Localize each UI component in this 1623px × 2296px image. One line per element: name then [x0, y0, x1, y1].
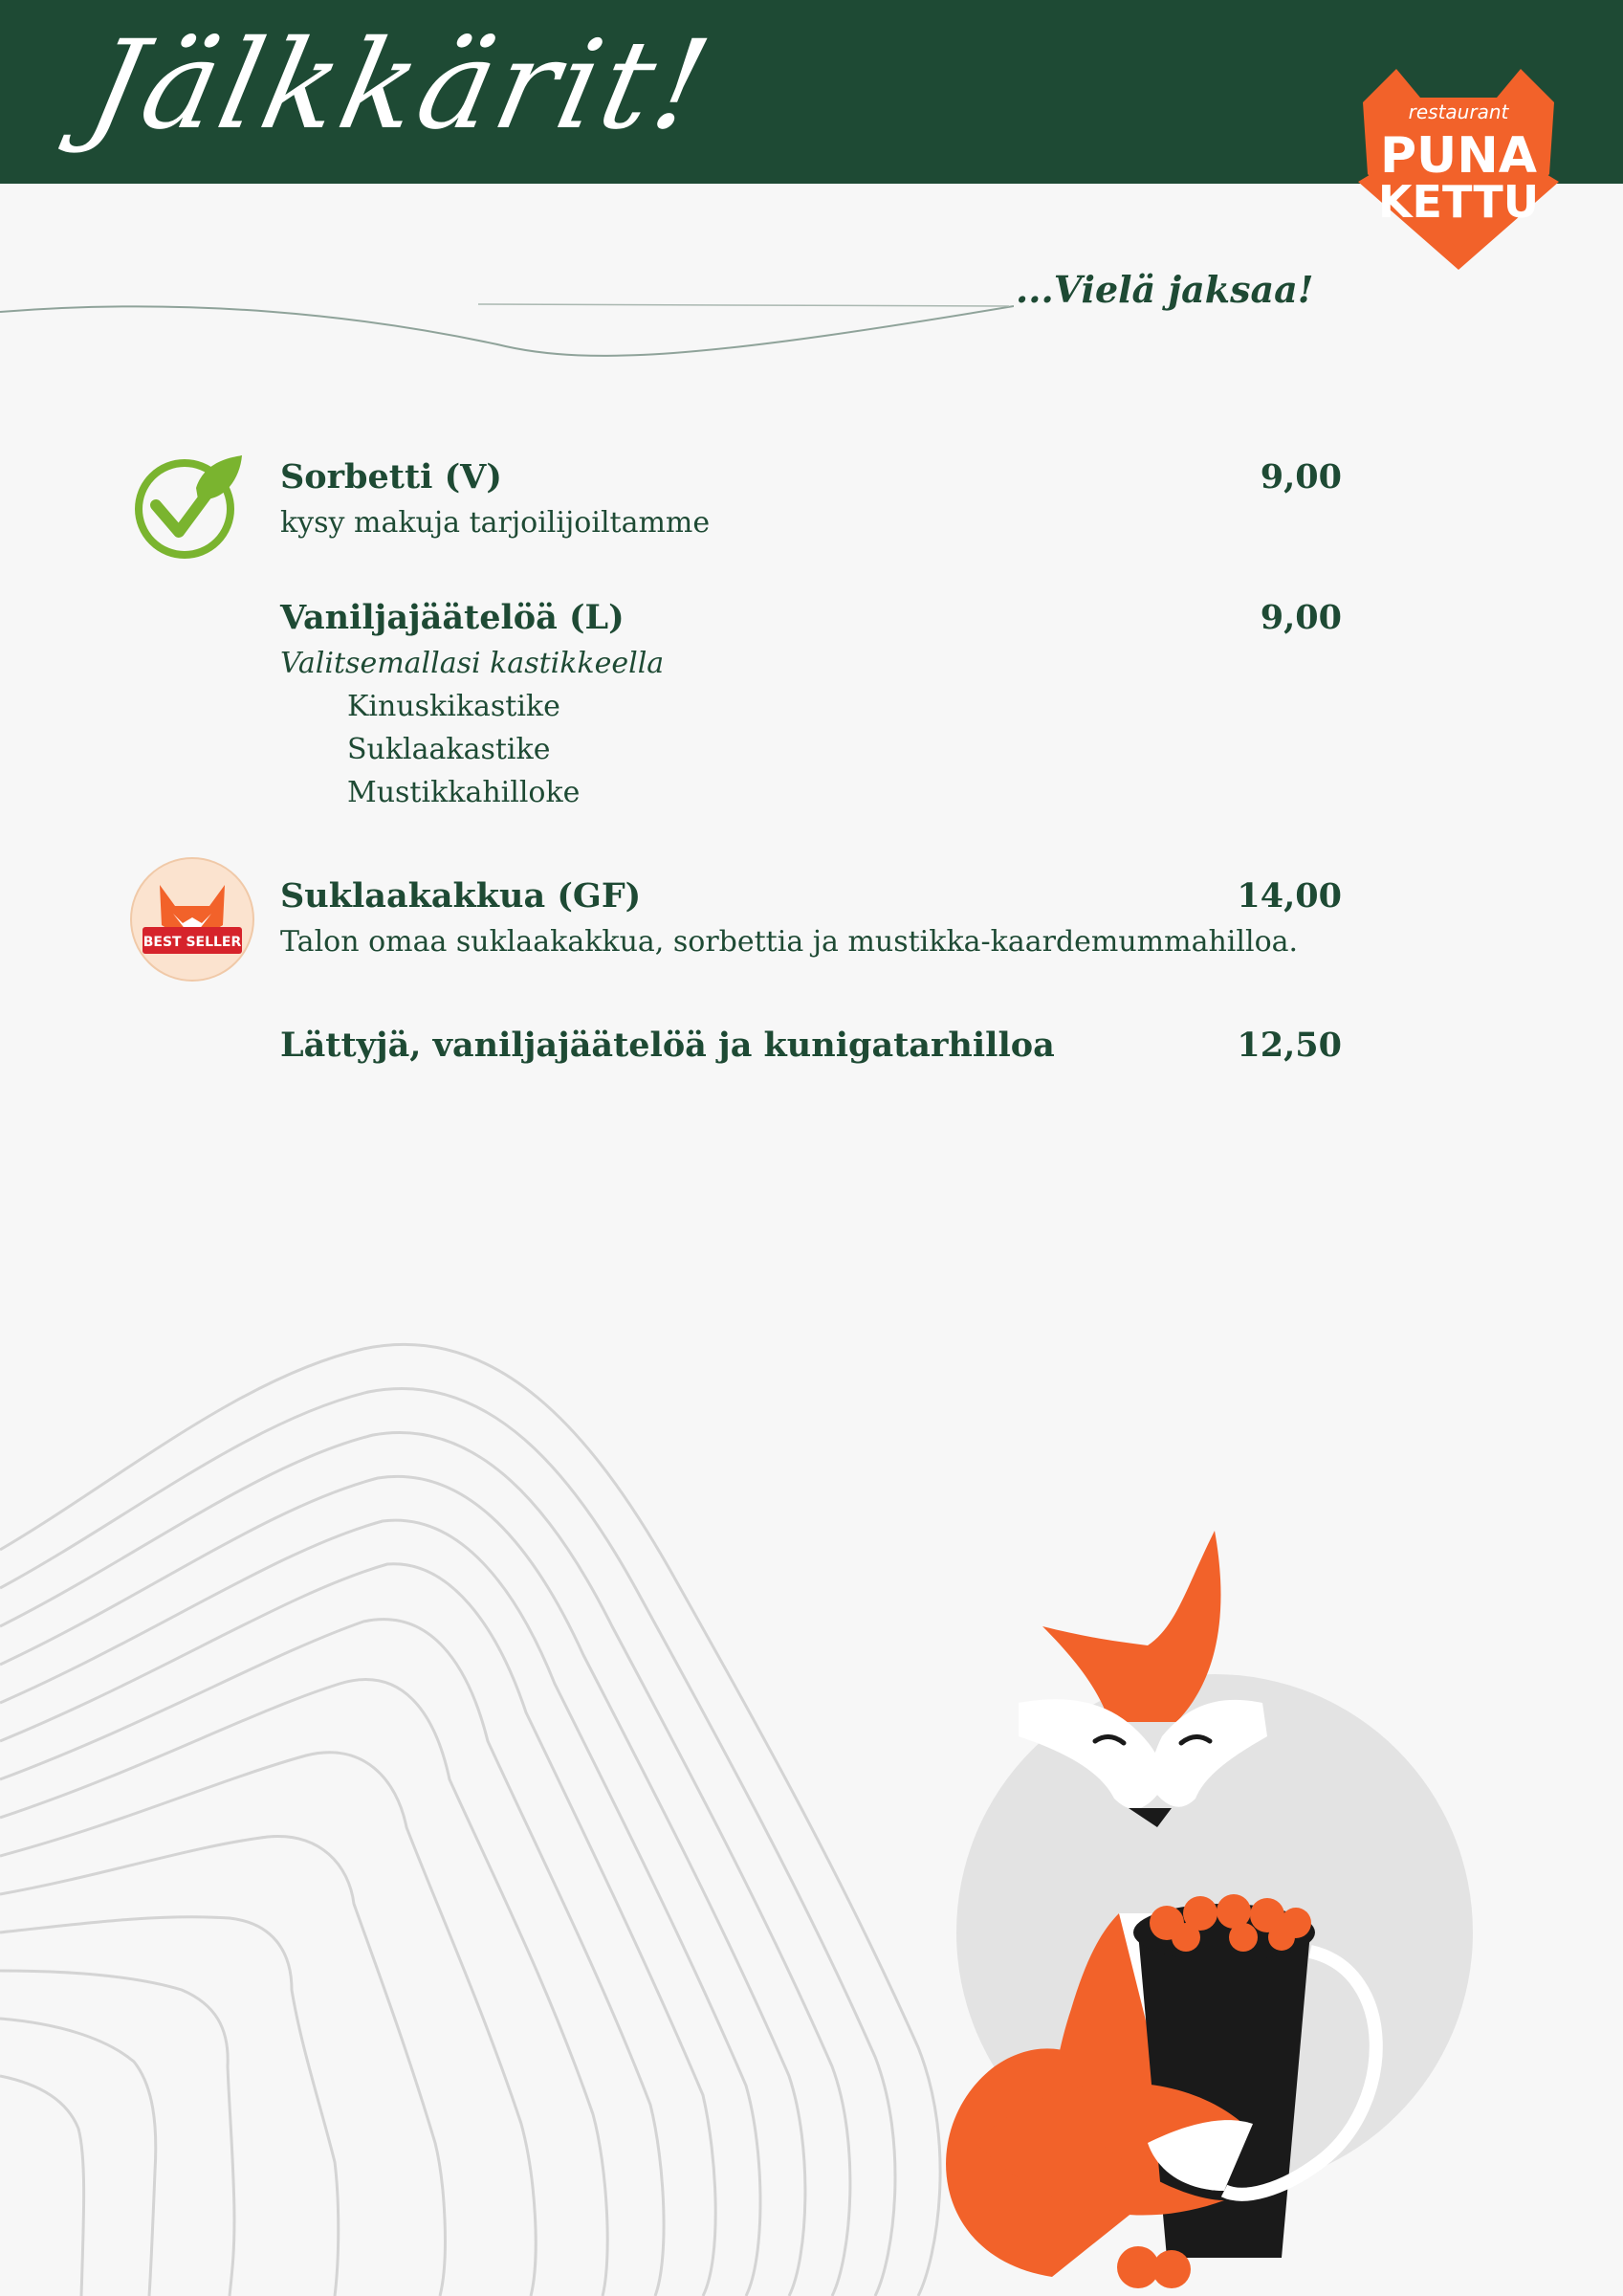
item-description: Talon omaa suklaakakkua, sorbettia ja mustikka-kaardemummahilloa. — [280, 925, 1299, 959]
best-seller-fox-icon — [129, 856, 255, 982]
item-name: Sorbetti (V) — [280, 457, 502, 497]
logo-text-kettu: KETTU — [1377, 176, 1540, 228]
item-description: Valitsemallasi kastikkeella — [280, 647, 665, 680]
item-name: Vaniljajäätelöä (L) — [280, 598, 625, 637]
restaurant-logo — [1344, 59, 1573, 270]
item-price: 9,00 — [1260, 457, 1342, 497]
menu-item-vaniljajaatelo — [280, 598, 1342, 809]
fox-with-strawberry-bucket-illustration — [861, 1531, 1530, 2296]
item-description: kysy makuja tarjoilijoiltamme — [280, 506, 711, 540]
logo-text-restaurant: restaurant — [1408, 100, 1509, 123]
item-price: 12,50 — [1237, 1026, 1342, 1065]
vegan-leaf-check-icon — [129, 450, 244, 564]
logo-text-puna: PUNA — [1379, 127, 1538, 185]
decorative-swoosh — [0, 277, 1014, 373]
sauce-option: Suklaakastike — [347, 733, 551, 766]
item-price: 9,00 — [1260, 598, 1342, 637]
menu-item-lattyja — [280, 1026, 1342, 1065]
item-name: Lättyjä, vaniljajäätelöä ja kunigatarhilloa — [280, 1026, 1055, 1065]
menu-item-sorbetti — [280, 457, 1342, 540]
subtitle: ...Vielä jaksaa! — [1016, 268, 1314, 311]
best-seller-label: BEST SELLER — [143, 935, 242, 950]
decorative-contour-lines — [0, 1263, 956, 2296]
sauce-option: Mustikkahilloke — [347, 776, 581, 809]
item-price: 14,00 — [1237, 876, 1342, 916]
item-name: Suklaakakkua (GF) — [280, 876, 642, 916]
page-title: Jälkkärit! — [77, 14, 725, 157]
menu-item-suklaakakku — [280, 876, 1342, 959]
sauce-option: Kinuskikastike — [347, 690, 560, 723]
